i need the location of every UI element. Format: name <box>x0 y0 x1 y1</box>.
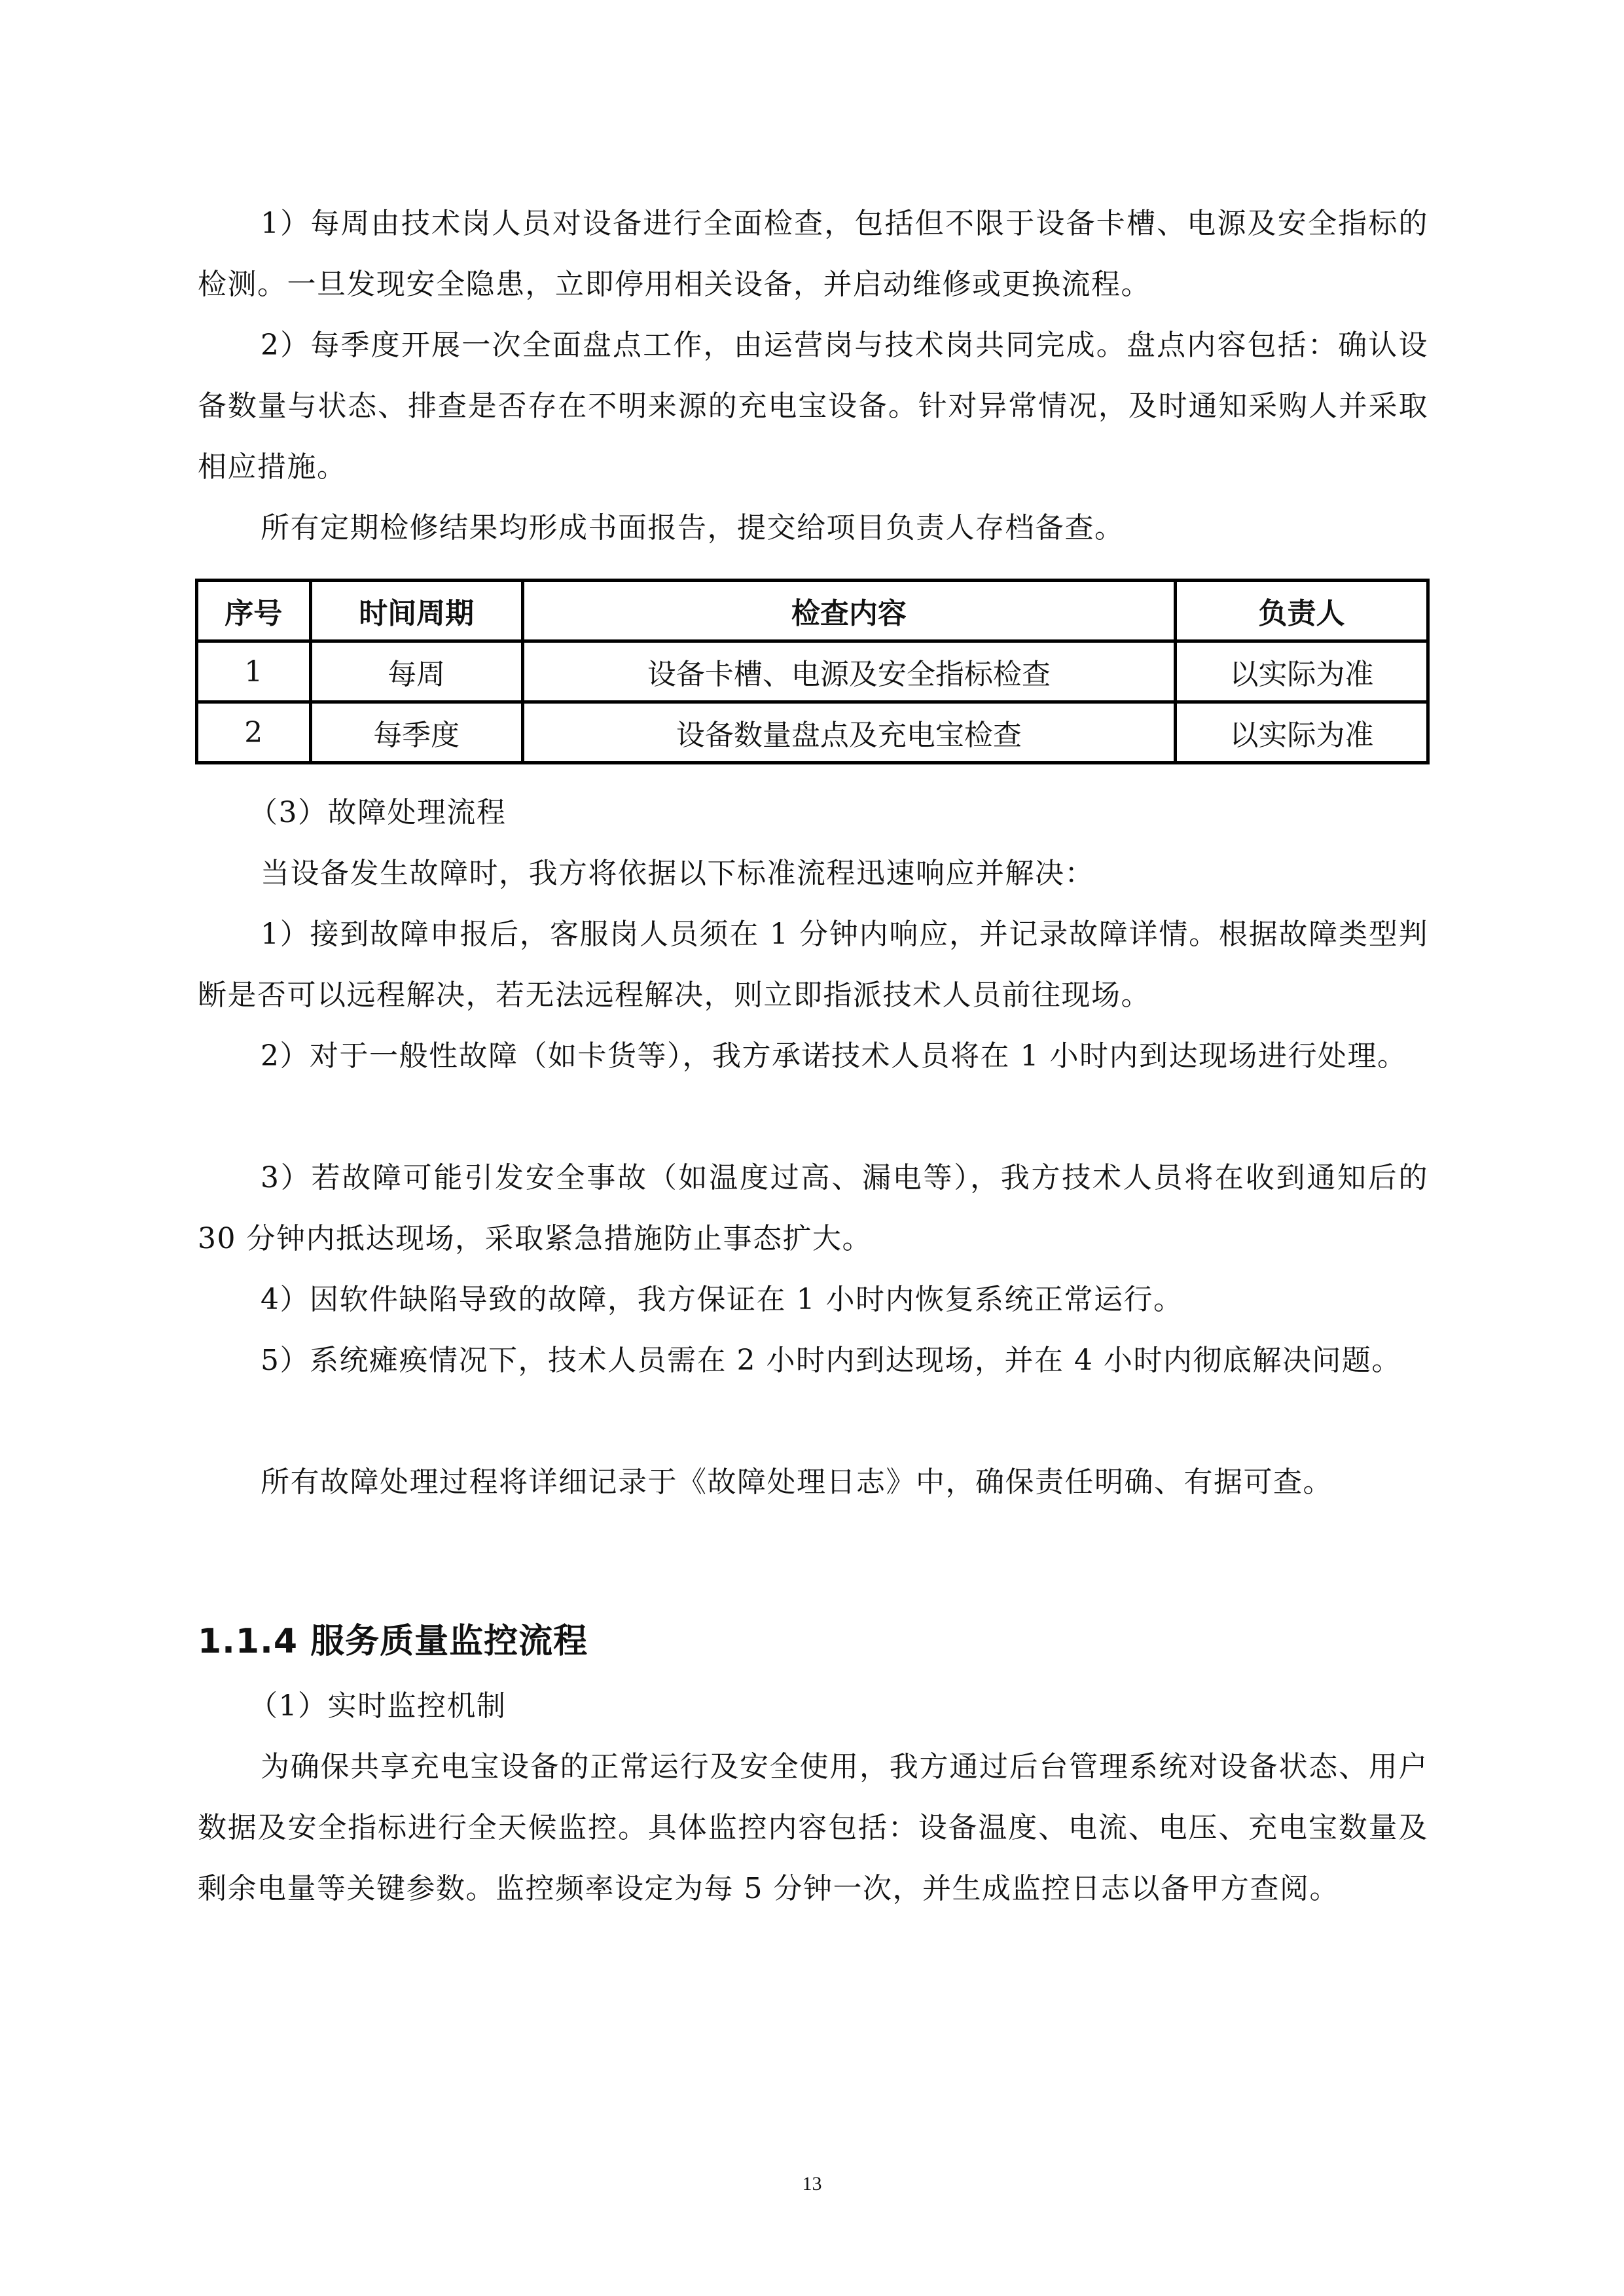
cell-index: 1 <box>197 641 311 702</box>
inspection-table <box>195 579 1430 764</box>
section-heading-1-1-4: 1.1.4 服务质量监控流程 <box>198 1622 588 1661</box>
paragraph-quarterly-check: 2）每季度开展一次全面盘点工作，由运营岗与技术岗共同完成。盘点内容包括：确认设备数量与状态、排查是否存在不明来源的充电宝设备。针对异常情况，及时通知采购人并采取相应措施。 <box>198 329 1428 484</box>
cell-owner: 以实际为准 <box>1176 702 1428 763</box>
cell-owner: 以实际为准 <box>1176 641 1428 702</box>
page-number: 13 <box>802 2173 822 2195</box>
cell-content: 设备卡槽、电源及安全指标检查 <box>522 641 1175 702</box>
cell-period: 每周 <box>310 641 522 702</box>
paragraph-weekly-check: 1）每周由技术岗人员对设备进行全面检查，包括但不限于设备卡槽、电源及安全指标的检测。一旦发现安全隐患，立即停用相关设备，并启动维修或更换流程。 <box>198 207 1428 301</box>
header-index: 序号 <box>197 581 311 641</box>
monitoring-body: 为确保共享充电宝设备的正常运行及安全使用，我方通过后台管理系统对设备状态、用户数据及安全指标进行全天候监控。具体监控内容包括：设备温度、电流、电压、充电宝数量及剩余电量等关键参数。监控频率设定为每 5 分钟一次，并生成监控日志以备甲方查阅。 <box>198 1750 1428 1905</box>
header-content: 检查内容 <box>522 581 1175 641</box>
paragraph-report-note: 所有定期检修结果均形成书面报告，提交给项目负责人存档备查。 <box>261 511 1125 545</box>
monitoring-subtitle: （1）实时监控机制 <box>249 1689 507 1723</box>
fault-closing: 所有故障处理过程将详细记录于《故障处理日志》中，确保责任明确、有据可查。 <box>261 1465 1333 1499</box>
header-period: 时间周期 <box>310 581 522 641</box>
table-row <box>197 641 1428 702</box>
fault-step-1: 1）接到故障申报后，客服岗人员须在 1 分钟内响应，并记录故障详情。根据故障类型判断是否可以远程解决，若无法远程解决，则立即指派技术人员前往现场。 <box>198 918 1428 1012</box>
fault-step-4: 4）因软件缺陷导致的故障，我方保证在 1 小时内恢复系统正常运行。 <box>261 1283 1183 1316</box>
fault-intro: 当设备发生故障时，我方将依据以下标准流程迅速响应并解决： <box>261 857 1094 890</box>
fault-step-3: 3）若故障可能引发安全事故（如温度过高、漏电等），我方技术人员将在收到通知后的 30 分钟内抵达现场，采取紧急措施防止事态扩大。 <box>198 1161 1428 1255</box>
fault-step-2: 2）对于一般性故障（如卡货等），我方承诺技术人员将在 1 小时内到达现场进行处理。 <box>261 1039 1407 1073</box>
fault-section-title: （3）故障处理流程 <box>249 796 507 829</box>
table-row <box>197 702 1428 763</box>
cell-content: 设备数量盘点及充电宝检查 <box>522 702 1175 763</box>
fault-step-5: 5）系统瘫痪情况下，技术人员需在 2 小时内到达现场，并在 4 小时内彻底解决问题。 <box>261 1344 1401 1377</box>
cell-index: 2 <box>197 702 311 763</box>
cell-period: 每季度 <box>310 702 522 763</box>
table-header-row <box>197 581 1428 641</box>
header-owner: 负责人 <box>1176 581 1428 641</box>
